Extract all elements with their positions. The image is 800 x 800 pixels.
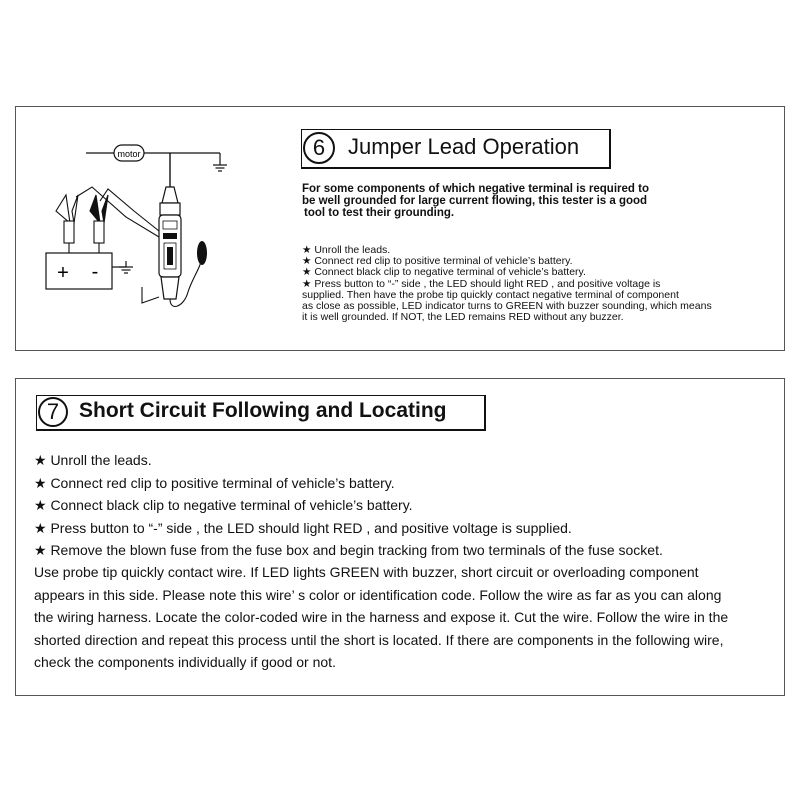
tester-handle <box>159 187 181 299</box>
jumper-lead-diagram <box>16 107 306 352</box>
section-title: Short Circuit Following and Locating <box>79 399 447 422</box>
step-line: ★ Connect red clip to positive terminal of vehicle’s battery. <box>302 255 573 268</box>
step-line: as close as possible, LED indicator turns to GREEN with buzzer sounding, which means <box>302 300 712 313</box>
section-number-badge: 7 <box>38 397 68 427</box>
short-circuit-panel <box>15 378 785 696</box>
step-line: ★ Remove the blown fuse from the fuse box and begin tracking from two terminals of the fuse socket. <box>34 542 663 558</box>
jumper-lead-panel <box>15 106 785 351</box>
battery-minus-sign: - <box>91 261 99 283</box>
step-line: ★ Connect black clip to negative terminal of vehicle’s battery. <box>34 497 413 513</box>
probe-ground-clip <box>197 241 207 265</box>
paragraph-line: shorted direction and repeat this process until the short is located. If there are components in the following wire, <box>34 631 724 648</box>
short-circuit-heading <box>36 395 486 431</box>
battery-icon <box>46 253 112 289</box>
step-line: ★ Connect red clip to positive terminal of vehicle’s battery. <box>34 474 395 491</box>
red-clip-icon <box>56 195 78 253</box>
battery-plus-sign: + <box>57 262 69 284</box>
ground-icon-top <box>213 165 227 171</box>
black-clip-icon <box>90 195 108 253</box>
step-line: ★ Connect black clip to negative terminal of vehicle’s battery. <box>302 266 586 279</box>
step-line: supplied. Then have the probe tip quickly contact negative terminal of component <box>302 288 679 301</box>
jumper-lead-intro <box>302 183 722 219</box>
motor-label: motor <box>117 149 141 159</box>
jumper-lead-steps <box>302 245 772 323</box>
section-title: Jumper Lead Operation <box>348 134 580 159</box>
ground-icon-battery <box>119 261 133 273</box>
short-circuit-steps <box>34 449 779 562</box>
paragraph-line: check the components individually if good or not. <box>34 654 336 670</box>
intro-line: For some components of which negative terminal is required to <box>302 183 649 195</box>
step-line: ★ Unroll the leads. <box>302 244 391 256</box>
short-circuit-paragraph <box>34 561 789 674</box>
step-line: ★ Press button to “-” side , the LED should light RED , and positive voltage is <box>302 277 661 290</box>
step-line: it is well grounded. If NOT, the LED remains RED without any buzzer. <box>302 311 624 324</box>
step-line: ★ Press button to “-” side , the LED should light RED , and positive voltage is supplied. <box>34 519 572 536</box>
intro-line: be well grounded for large current flowing, this tester is a good <box>302 195 648 207</box>
jumper-lead-heading <box>301 129 611 169</box>
paragraph-line: appears in this side. Please note this wire’ s color or identification code. Follow the wire as far as you can along <box>34 586 722 603</box>
intro-line: tool to test their grounding. <box>304 207 455 219</box>
paragraph-line: the wiring harness. Locate the color-coded wire in the harness and expose it. Cut the wire. Follow the wire in the <box>34 609 729 625</box>
step-line: ★ Unroll the leads. <box>34 452 152 468</box>
section-number-badge: 6 <box>303 132 335 164</box>
paragraph-line: Use probe tip quickly contact wire. If LED lights GREEN with buzzer, short circuit or overloading component <box>34 564 699 580</box>
